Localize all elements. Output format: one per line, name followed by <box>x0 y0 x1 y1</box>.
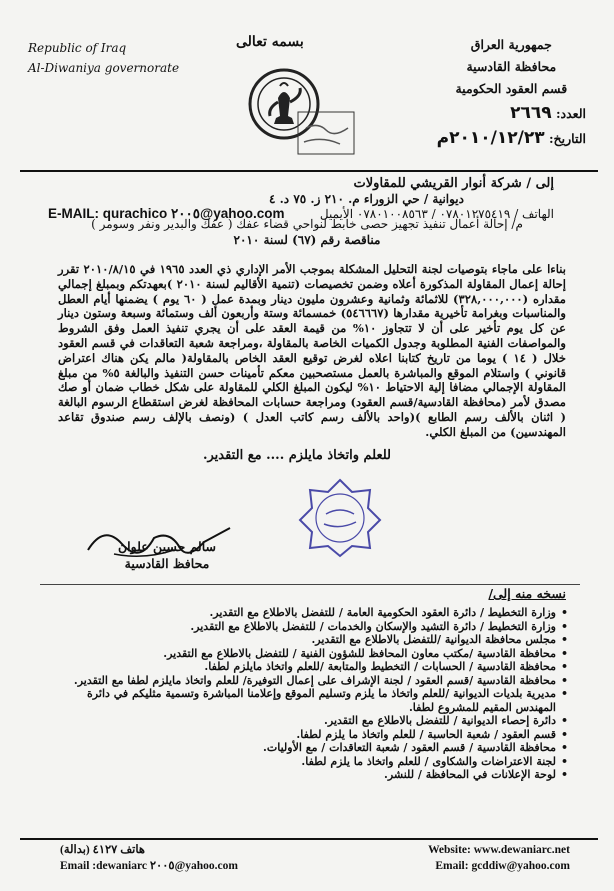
footer-email-right[interactable]: Email: gcddiw@yahoo.com <box>435 860 570 872</box>
copy-item: • محافظة القادسية /مكتب معاون المحافظ للشؤون الفنية / للتفضل بالاطلاع مع التقدير. <box>46 647 556 661</box>
closing-line: للعلم واتخاذ مايلزم .... مع التقدير. <box>202 448 392 463</box>
reference-number-label: العدد: <box>555 106 586 121</box>
arabic-header-line-3: قسم العقود الحكومية <box>455 81 568 96</box>
signatory <box>118 538 216 572</box>
copy-item: • محافظة القادسية / قسم العقود / شعبة التعاقدات / مع الأوليات. <box>46 741 556 755</box>
copy-item: • وزارة التخطيط / دائرة التشيد والإسكان والخدمات / للتفضل بالاطلاع مع التقدير. <box>46 620 556 634</box>
recipient-phone: الهاتف / ٠٧٨٠١٢٧٥٤١٩ / ٠٧٨٠١٠٠٨٥٦٣ الأيميل <box>319 207 554 221</box>
subject-block <box>60 216 554 248</box>
signatory-name: سالم حسين علوان <box>118 539 216 554</box>
recipient-line-1: إلى / شركة أنوار القريشي للمقاولات <box>353 176 554 191</box>
copies-divider <box>40 584 580 585</box>
letter-body: بناءا على ماجاء بتوصيات لجنة التحليل المشكلة بموجب الأمر الإداري ذي العدد ١٩٦٥ في ٢٠١٠/٨/١٥ تقرر إحالة إعمال المقاولة المذكورة أعلاه وضمن تخصيصات (تنمية الأقاليم لسنة ٢٠١٠ )بعهدتكم وبمبلغ إجمالي مقداره (٣٢٨,٠٠٠,٠٠٠) للاثمائة وثمانية وعشرون مليون دينار وبمدة عمل ( ٦٠ يوم ) يضمنها أيام العطل والمناسبات وبغرامة تأخيرية مقدارها (٥٤٦٦٦٧) خمسمائة وستة وأربعون ألف وستمائة وسبعة وستون دينار عن كل يوم تأخير على أن لا تتجاوز ١٠% من قيمة العقد على أن يجري تنفيذ العمل وفق الشروط والمواصفات الفنية المطلوبة وجدول الكميات الخاصة بالمقاولة ،ومراجعة شعبة التعاقدات في قسم العقود خلال ( ١٤ ) يوما من تاريخ كتابنا اعلاه لغرض توقيع العقد الخاص بالمقاولة( مالم يكن هناك اعتراض قانوني ) واستلام الموقع والمباشرة بالعمل مستصحبين معكم تأمينات حسن التنفيذ والبالغة ٥% من مبلغ المقاولة الإجمالي مضافا إلية الاحتياط ١٠% ليكون المبلغ الكلي للمقاولة على شكل خطاب ضمان أو صك مصدق لأمر (محافظة القادسية/قسم العقود) ومراجعة حسابات المحافظة لغرض استقطاع الرسوم البالغة ( اثنان بالألف رسم الطابع )(واحد بالألف رسم كاتب العدل ) (ونصف بالإلف رسم صندوق تقاعد المهندسين) من المبلغ الكلي. <box>58 262 567 439</box>
copy-item: • محافظة القادسية / الحسابات / التخطيط والمتابعة /للعلم واتخاذ مايلزم لطفا. <box>46 660 556 674</box>
recipient-email: E-MAIL: qurachico ٢٠٠٥@yahoo.com <box>48 206 285 221</box>
footer-divider <box>20 838 598 840</box>
copy-item: • دائرة إحصاء الديوانية / للتفضل بالاطلاع مع التقدير. <box>46 714 556 728</box>
copies-list <box>46 606 572 782</box>
copy-item: • محافظة القادسية /قسم العقود / لجنة الإشراف على إعمال التوفيرة/ للعلم واتخاذ مايلزم لطفا مع التقدير. <box>46 674 556 688</box>
copy-item: • قسم العقود / شعبة الحاسبة / للعلم واتخاذ ما يلزم لطفا. <box>46 728 556 742</box>
contract-number: مناقصة رقم (٦٧) لسنة ٢٠١٠ <box>233 233 381 247</box>
arabic-header <box>437 34 586 150</box>
copies-heading: نسخه منه إلى/ <box>488 586 566 601</box>
footer <box>60 842 570 874</box>
official-stamp-icon <box>298 478 382 558</box>
english-header-line-2: Al-Diwaniya governorate <box>28 61 180 75</box>
copy-item: • لوحة الإعلانات في المحافظة / للنشر. <box>46 768 556 782</box>
english-header-line-1: Republic of Iraq <box>28 41 127 55</box>
letter-date-value: ٢٠١٠/١٢/٢٣م <box>436 128 545 148</box>
signatory-title: محافظ القادسية <box>124 556 210 571</box>
copy-item: • مديرية بلديات الديوانية /للعلم واتخاذ ما يلزم وتسليم الموقع وإعلامنا المباشرة وتسمية مثليكم في دائرة المهندس المقيم للمشروع لطفا. <box>46 687 556 714</box>
letter-date <box>437 127 586 150</box>
english-header <box>28 38 179 78</box>
footer-email-left[interactable]: Email :dewaniarc ٢٠٠٥@yahoo.com <box>60 860 238 872</box>
governorate-emblem-icon <box>244 58 356 156</box>
reference-number <box>437 102 586 125</box>
recipient-line-2: ديوانية / حي الزوراء م. ٢١٠ ز. ٧٥ د. ٤ <box>269 192 464 206</box>
footer-website[interactable]: Website: www.dewaniarc.net <box>428 844 570 856</box>
copy-item: • وزارة التخطيط / دائرة العقود الحكومية العامة / للتفضل بالاطلاع مع التقدير. <box>46 606 556 620</box>
arabic-header-line-1: جمهورية العراق <box>470 37 552 52</box>
reference-number-value: ٢٦٦٩ <box>510 103 552 123</box>
header-divider <box>20 170 598 172</box>
arabic-header-line-2: محافظة القادسية <box>466 59 557 74</box>
copy-item: • لجنة الاعتراضات والشكاوى / للعلم واتخاذ ما يلزم لطفا. <box>46 755 556 769</box>
subject-line: م/ إحالة أعمال تنفيذ تجهيز حصى خابط لنواحي قضاء عفك ( عفك والبدير ونفر وسومر ) <box>91 217 523 231</box>
basmala: بسمه تعالى <box>236 34 304 50</box>
letter-date-label: التاريخ: <box>548 131 586 146</box>
copy-item: • مجلس محافظة الديوانية /للتفضل بالاطلاع مع التقدير. <box>46 633 556 647</box>
footer-phone: هاتف ٤١٢٧ (بدالة) <box>60 844 145 856</box>
